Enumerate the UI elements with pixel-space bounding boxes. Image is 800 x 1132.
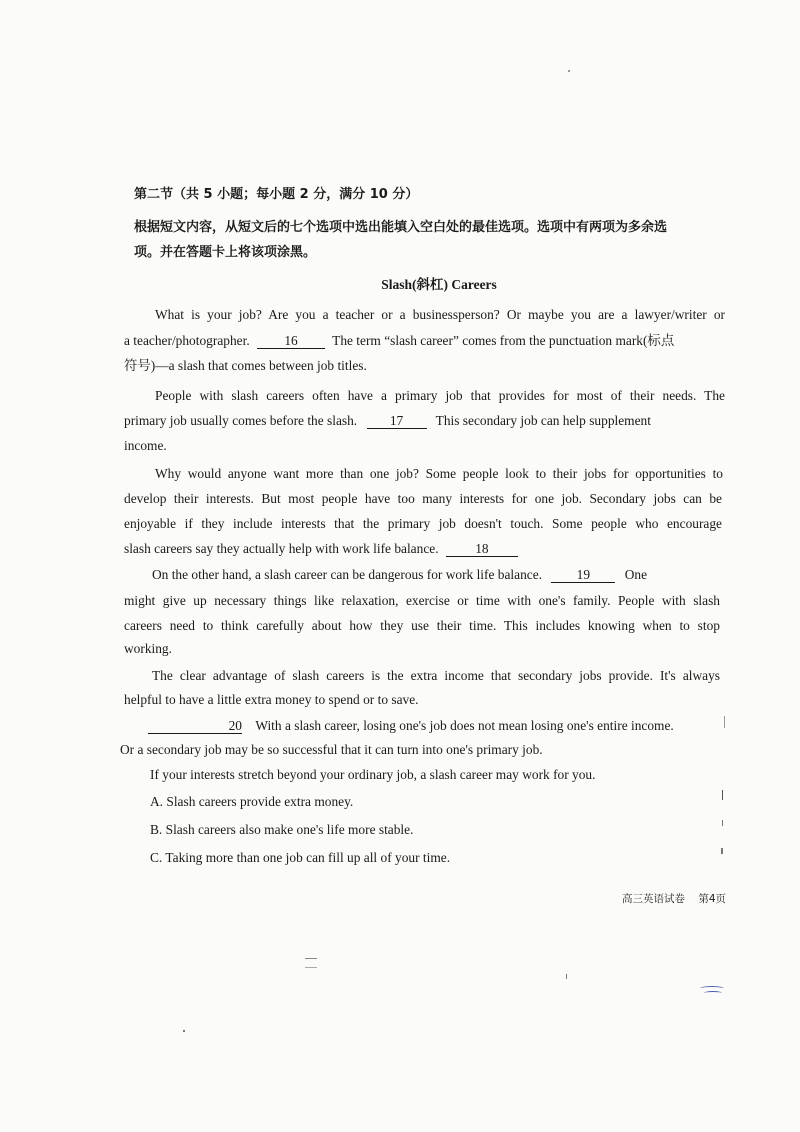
paragraph-4-line-4: working.: [124, 641, 172, 656]
paragraph-2-line-1: People with slash careers often have a primary job that provides for most of their needs. The: [155, 388, 725, 403]
article-title: Slash(斜杠) Careers: [381, 277, 497, 292]
scan-speck: [721, 848, 723, 854]
paragraph-2-line-2: [124, 412, 651, 430]
section-instruction-line-2: 项。并在答题卡上将该项涂黑。: [134, 245, 317, 260]
scan-speck: [724, 716, 725, 728]
footer-page-number: 第4页: [698, 893, 727, 905]
blank-16: 16: [257, 333, 325, 349]
option-a: A. Slash careers provide extra money.: [150, 794, 354, 809]
blank-19: 19: [551, 567, 615, 583]
scan-speck: [566, 974, 567, 979]
blank-18: 18: [446, 541, 518, 557]
paragraph-6-line-2: Or a secondary job may be so successful that it can turn into one's primary job.: [120, 742, 543, 757]
scan-speck: [568, 70, 570, 72]
option-b: B. Slash careers also make one's life more stable.: [150, 822, 414, 837]
paragraph-2-line-2-start: primary job usually comes before the slash.: [124, 413, 358, 428]
paragraph-1-line-2: [124, 332, 674, 350]
paragraph-4-line-3: careers need to think carefully about how they use their time. This includes knowing when to stop: [124, 618, 720, 633]
paragraph-1-line-1: What is your job? Are you a teacher or a businessperson? Or maybe you are a lawyer/writer or: [155, 307, 725, 322]
paragraph-5-line-2: helpful to have a little extra money to spend or to save.: [124, 692, 419, 707]
paragraph-7-line-1: If your interests stretch beyond your ordinary job, a slash career may work for you.: [150, 767, 596, 782]
paragraph-3-line-1: Why would anyone want more than one job? Some people look to their jobs for opportunities to: [155, 466, 723, 481]
blank-17: 17: [367, 413, 427, 429]
option-c: C. Taking more than one job can fill up all of your time.: [150, 850, 451, 865]
paragraph-3-line-3: enjoyable if they include interests that the primary job doesn't touch. Some people who encourage: [124, 516, 722, 531]
paragraph-5-line-1: The clear advantage of slash careers is the extra income that secondary jobs provide. It's always: [152, 668, 720, 683]
pen-mark: [704, 991, 722, 995]
paragraph-3-line-4-start: slash careers say they actually help with work life balance.: [124, 541, 439, 556]
footer-exam-name: 高三英语试卷: [622, 893, 685, 905]
paragraph-6-line-1: [148, 717, 674, 735]
scan-speck: [305, 958, 317, 968]
paragraph-1-line-2-start: a teacher/photographer.: [124, 333, 250, 348]
page-footer: [622, 890, 726, 908]
paragraph-2-line-3: income.: [124, 438, 167, 453]
paragraph-1-line-2-end: The term “slash career” comes from the punctuation mark(标点: [332, 333, 675, 348]
blank-20: 20: [148, 718, 242, 734]
paragraph-3-line-4: [124, 540, 518, 558]
paragraph-2-line-2-end: This secondary job can help supplement: [435, 413, 651, 428]
paragraph-6-line-1-end: With a slash career, losing one's job does not mean losing one's entire income.: [255, 718, 674, 733]
paragraph-4-line-1-end: One: [624, 567, 648, 582]
paragraph-4-line-2: might give up necessary things like relaxation, exercise or time with one's family. People with slash: [124, 593, 720, 608]
scan-speck: [183, 1030, 185, 1032]
paragraph-4-line-1: [152, 566, 647, 584]
scan-speck: [722, 790, 723, 800]
section-instruction-line-1: 根据短文内容，从短文后的七个选项中选出能填入空白处的最佳选项。选项中有两项为多余选: [134, 220, 668, 235]
section-heading: 第二节（共 5 小题；每小题 2 分，满分 10 分）: [134, 187, 419, 202]
scan-speck: [722, 820, 723, 826]
paragraph-1-line-3: 符号)—a slash that comes between job titles.: [124, 358, 367, 373]
paragraph-4-line-1-start: On the other hand, a slash career can be dangerous for work life balance.: [152, 567, 543, 582]
paragraph-3-line-2: develop their interests. But most people have too many interests for one job. Secondary jobs can be: [124, 491, 722, 506]
